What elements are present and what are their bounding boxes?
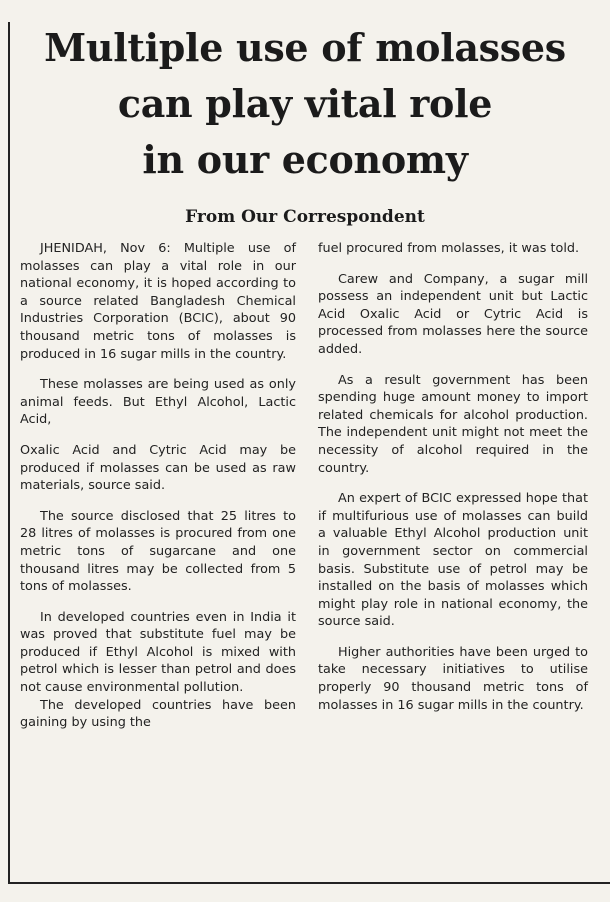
paragraph: As a result government has been spending huge amount money to import related chemicals for alcohol production. The independent unit might not meet the necessity of alcohol required in the country. xyxy=(318,372,588,476)
paragraph: The developed countries have been gaining by using the xyxy=(20,697,296,731)
paragraph: In developed countries even in India it was proved that substitute fuel may be produced if Ethyl Alcohol is mixed with petrol which is lesser than petrol and does not cause environmental pollution. xyxy=(20,609,296,696)
bottom-border-rule xyxy=(8,882,610,884)
headline-line-3: in our economy xyxy=(142,137,468,182)
paragraph: An expert of BCIC expressed hope that if multifurious use of molasses can build a valuable Ethyl Alcohol production unit in government sector on commercial basis. Substitute use of petrol may be installed on the basis of molasses which might play role in national economy, the source said. xyxy=(318,491,588,630)
left-border-rule xyxy=(8,22,10,882)
paragraph: Higher authorities have been urged to take necessary initiatives to utilise properly 90 thousand metric tons of molasses in 16 sugar mills in the country. xyxy=(318,644,588,713)
paragraph: fuel procured from molasses, it was told. xyxy=(318,241,580,256)
paragraph-dateline: JHENIDAH, Nov 6: Multiple use of molasses can play a vital role in our national economy, it is hoped according to a source related Bangladesh Chemical Industries Corporation (BCIC), about 90 thousand metric tons of molasses is produced in 16 sugar mills in the country. xyxy=(20,241,296,362)
headline-line-1: Multiple use of molasses xyxy=(44,25,566,70)
paragraph: These molasses are being used as only animal feeds. But Ethyl Alcohol, Lactic Acid, xyxy=(20,377,296,428)
headline-line-2: can play vital role xyxy=(117,81,493,126)
headline xyxy=(20,20,590,188)
article-column-right xyxy=(318,240,588,714)
article-column-left xyxy=(20,240,296,732)
byline: From Our Correspondent xyxy=(185,207,425,227)
paragraph: Carew and Company, a sugar mill possess an independent unit but Lactic Acid Oxalic Acid or Cytric Acid is processed from molasses here the source added. xyxy=(318,271,588,357)
paragraph: The source disclosed that 25 litres to 28 litres of molasses is procured from one metric tons of sugarcane and one thousand litres may be collected from 5 tons of molasses. xyxy=(20,508,296,595)
paragraph: Oxalic Acid and Cytric Acid may be produced if molasses can be used as raw materials, source said. xyxy=(20,442,296,494)
